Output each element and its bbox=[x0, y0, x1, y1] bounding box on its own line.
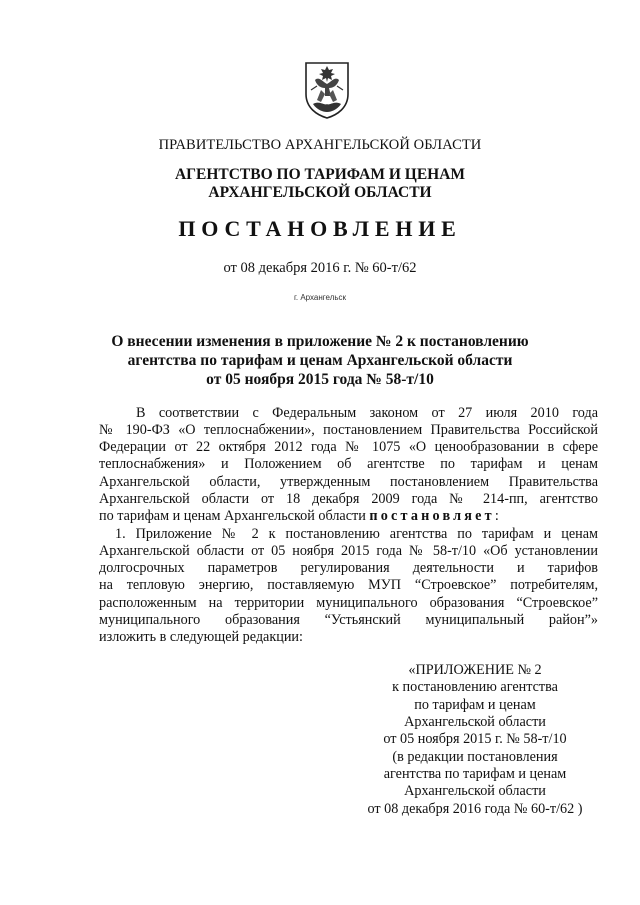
subject-line1: О внесении изменения в приложение № 2 к постановлению bbox=[111, 333, 529, 350]
body-p2-line: расположенным на территории муниципального образования “Строевское” bbox=[99, 595, 598, 611]
body-p1-last-line bbox=[99, 508, 598, 525]
document-type-title: ПОСТАНОВЛЕНИЕ bbox=[178, 216, 462, 241]
body-p2-line: долгосрочных параметров регулирования деятельности и тарифов bbox=[99, 560, 598, 576]
body-p2-line: 1. Приложение № 2 к постановлению агентства по тарифам и ценам bbox=[115, 526, 598, 542]
body-p2-line: на тепловую энергию, поставляемую МУП “Строевское” потребителям, bbox=[99, 577, 598, 593]
appendix-line: (в редакции постановления bbox=[392, 749, 558, 765]
appendix-line: Архангельской области bbox=[404, 714, 546, 730]
appendix-line: агентства по тарифам и ценам bbox=[383, 766, 567, 782]
agency-name-line1: АГЕНТСТВО ПО ТАРИФАМ И ЦЕНАМ bbox=[174, 166, 466, 183]
body-p1-line: № 190-ФЗ «О теплоснабжении», постановлением Правительства Российской bbox=[99, 422, 598, 438]
body-p2-line: Архангельской области от 05 ноября 2015 года № 58-т/10 «Об установлении bbox=[99, 543, 598, 559]
appendix-line: «ПРИЛОЖЕНИЕ № 2 bbox=[408, 662, 542, 678]
subject-line2: агентства по тарифам и ценам Архангельской области bbox=[127, 352, 513, 369]
city-name: г. Архангельск bbox=[293, 293, 347, 302]
agency-name-line2: АРХАНГЕЛЬСКОЙ ОБЛАСТИ bbox=[208, 184, 432, 201]
appendix-line: Архангельской области bbox=[404, 783, 546, 799]
body-p1-line: теплоснабжения» и Положением об агентстве по тарифам и ценам bbox=[99, 456, 598, 472]
body-p1-line: Федерации от 22 октября 2012 года № 1075 «О ценообразовании в сфере bbox=[99, 439, 598, 455]
body-p1-line: Архангельской области, утвержденным постановлением Правительства bbox=[99, 474, 598, 490]
date-and-number: от 08 декабря 2016 г. № 60-т/62 bbox=[223, 260, 417, 276]
appendix-line: от 08 декабря 2016 года № 60-т/62 ) bbox=[367, 801, 583, 817]
body-p1-line: Архангельской области от 18 декабря 2009 года № 214-пп, агентство bbox=[99, 491, 598, 507]
coat-of-arms-icon bbox=[303, 60, 351, 120]
appendix-line: по тарифам и ценам bbox=[414, 697, 536, 713]
resolves-word: постановляет bbox=[369, 508, 495, 524]
subject-line3: от 05 ноября 2015 года № 58-т/10 bbox=[206, 371, 434, 388]
government-name: ПРАВИТЕЛЬСТВО АРХАНГЕЛЬСКОЙ ОБЛАСТИ bbox=[158, 137, 482, 153]
appendix-line: к постановлению агентства bbox=[392, 679, 558, 695]
body-p2-line: муниципального образования “Устьянский муниципальный район”» bbox=[99, 612, 598, 628]
body-p1-line: В соответствии с Федеральным законом от 27 июля 2010 года bbox=[136, 405, 598, 421]
appendix-line: от 05 ноября 2015 г. № 58-т/10 bbox=[383, 731, 567, 747]
body-p1-last-prefix: по тарифам и ценам Архангельской области bbox=[99, 508, 366, 524]
resolves-colon: : bbox=[494, 508, 499, 524]
body-p2-line: изложить в следующей редакции: bbox=[99, 629, 303, 645]
